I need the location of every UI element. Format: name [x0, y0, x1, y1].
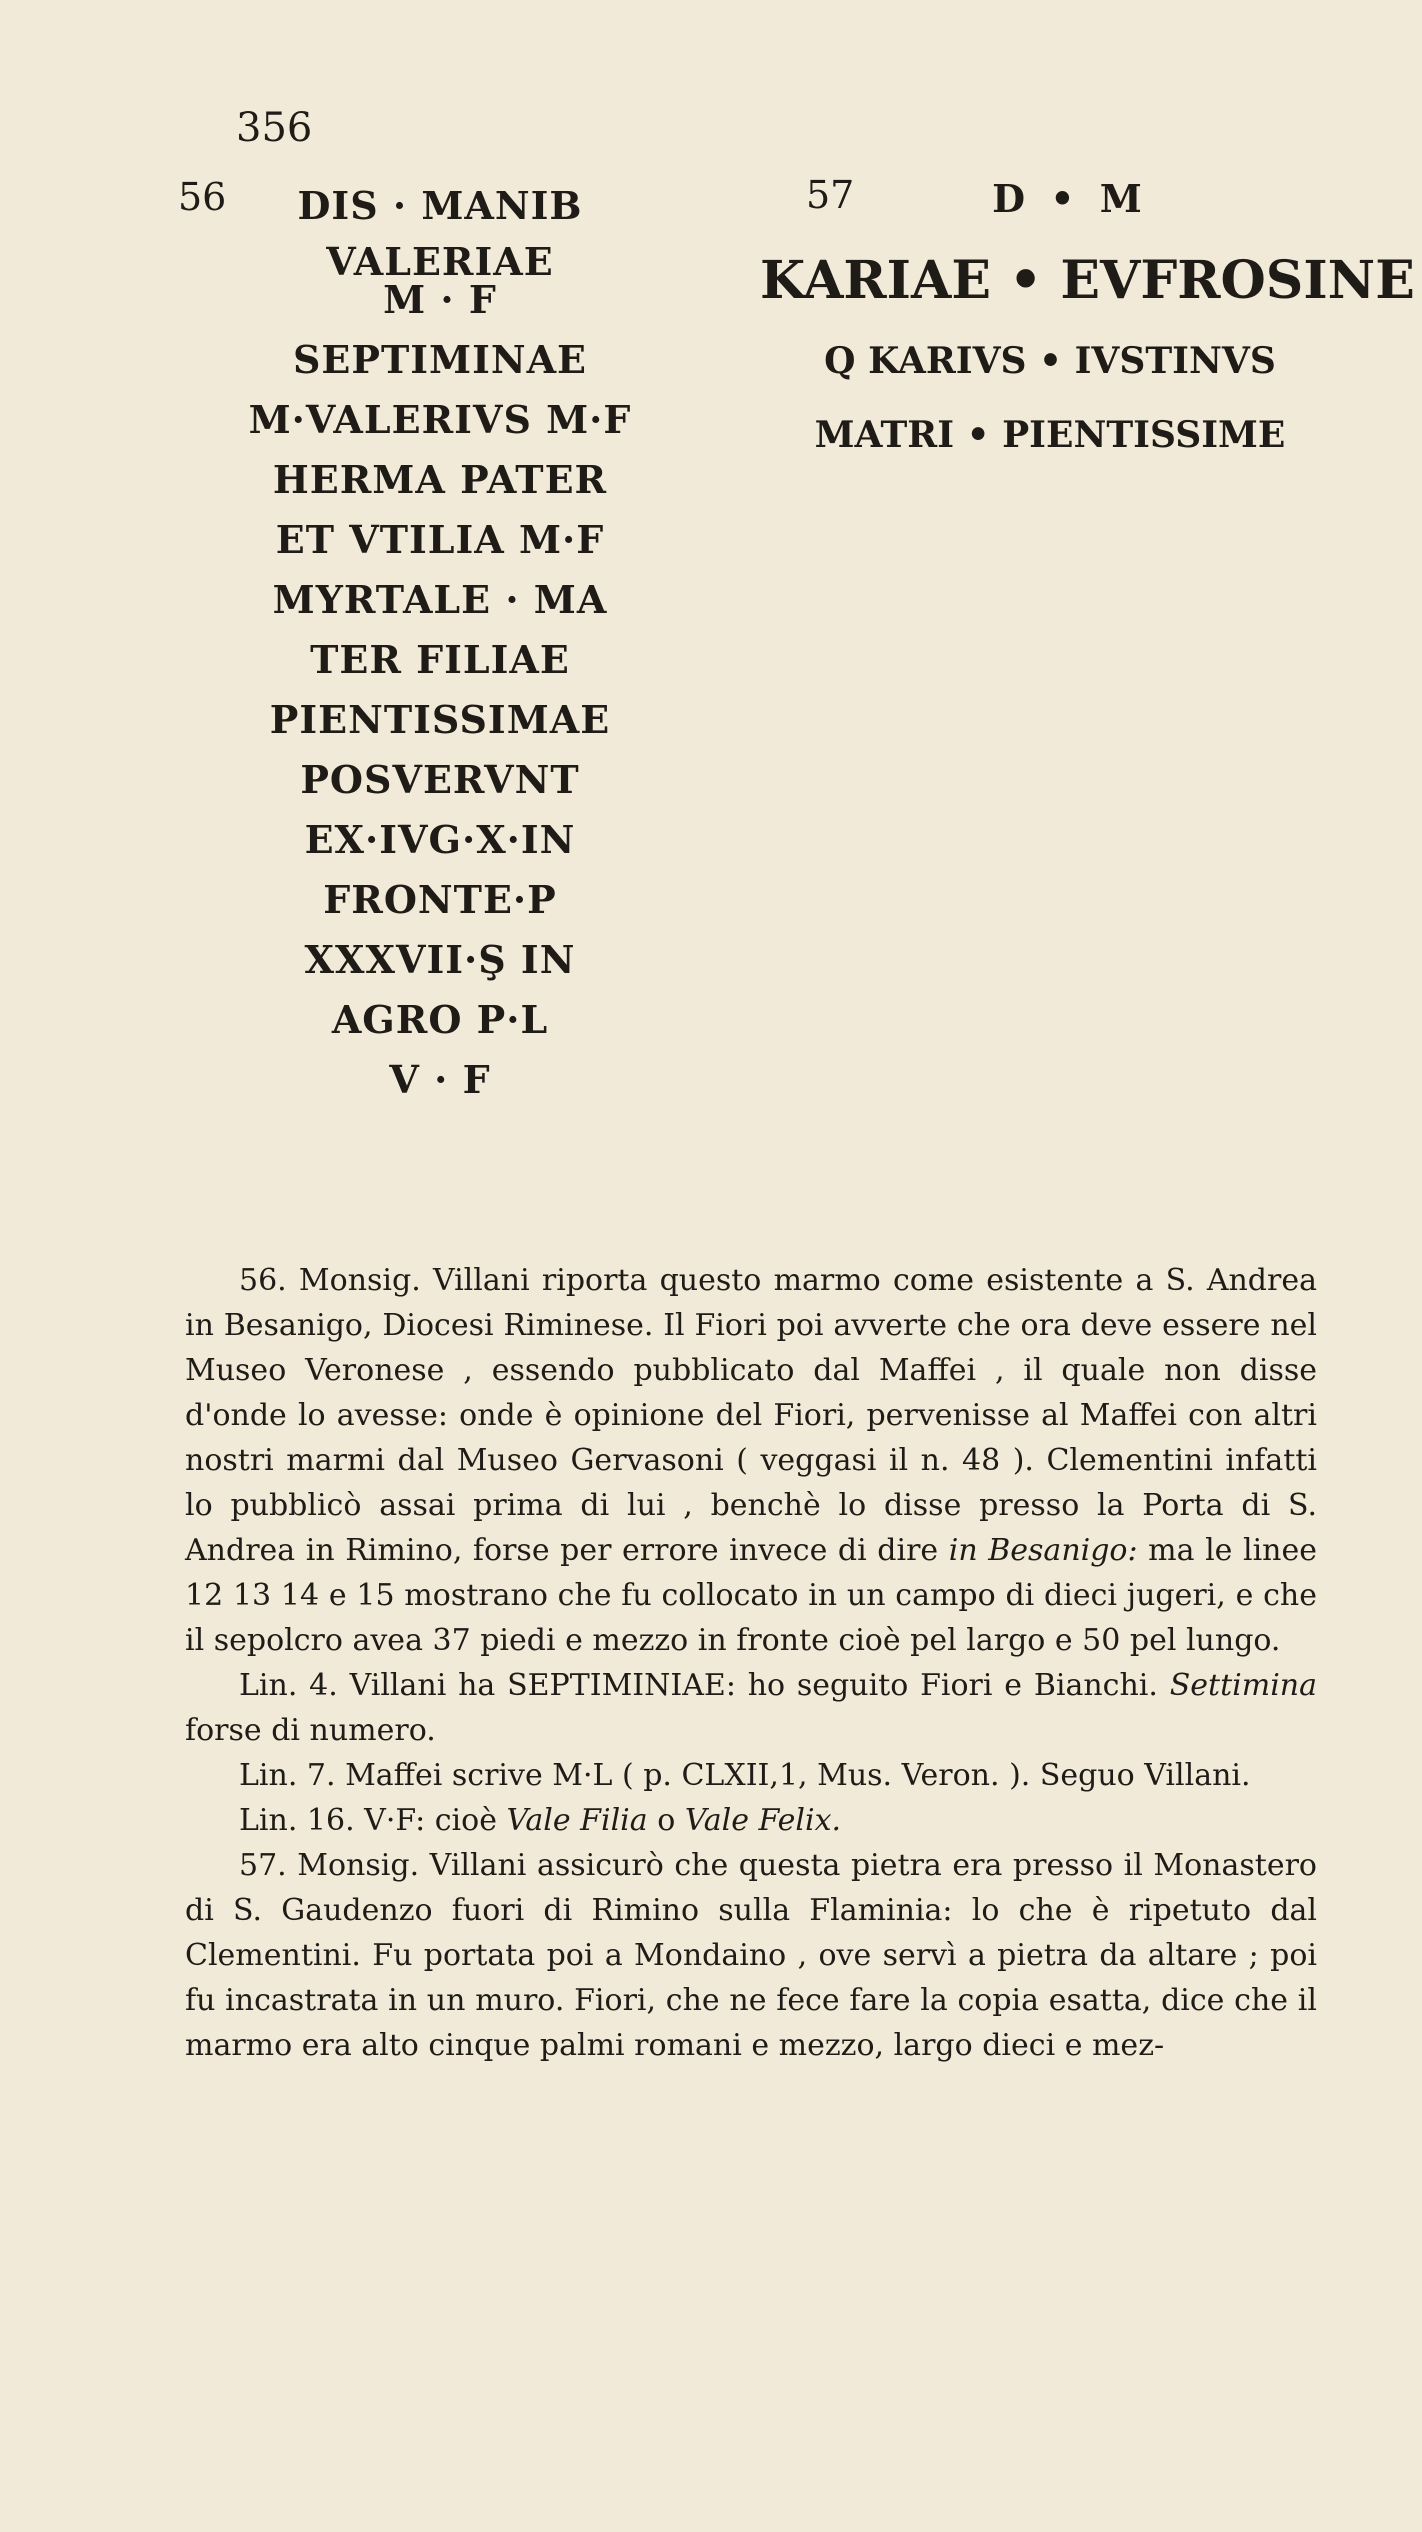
commentary-text: forse di numero. [185, 1713, 436, 1748]
inscription-56-line: HERMA PATER [272, 457, 608, 502]
commentary-text: 56. Monsig. Villani riporta questo marmo come esistente a S. Andrea in Besanigo, Diocesi Riminese. Il Fiori poi avverte che ora deve essere nel Museo Veronese , essendo pubblicato dal Maffei , il quale non disse d'onde lo avesse: onde è opinione del Fiori, pervenisse al Maffei con altri nostri marmi dal Museo Gervasoni ( veggasi il n. 48 ). Clementini infatti lo pubblicò assai prima di lui , benchè lo disse presso la Porta di S. Andrea in Rimino, forse per errore invece di dire [185, 1263, 1317, 1568]
commentary-paragraph-56 [185, 1258, 1317, 1663]
inscription-56-line: EX·IVG·X·IN [304, 817, 576, 862]
inscription-56-line: V · F [389, 1057, 491, 1102]
inscription-56-line: ET VTILIA M·F [275, 517, 605, 562]
inscription-56-line: PIENTISSIMAE [269, 697, 611, 742]
inscription-56-line: POSVERVNT [300, 757, 580, 802]
commentary-note-lin-16 [185, 1798, 1317, 1843]
inscription-56-line: FRONTE·P [323, 877, 557, 922]
commentary-text: Lin. 4. Villani ha SEPTIMINIAE: ho seguito Fiori e Bianchi. [239, 1668, 1170, 1703]
commentary-text: o [647, 1803, 685, 1838]
inscription-57-line: D • M [992, 176, 1148, 221]
inscription-56-line: DIS · MANIB [297, 183, 583, 228]
inscription-57-line: MATRI • PIENTISSIME [814, 414, 1286, 456]
commentary-italic: Settimina [1169, 1668, 1317, 1703]
inscription-56-line: M·VALERIVS M·F [248, 397, 632, 442]
commentary-italic: in Besanigo: [948, 1533, 1138, 1568]
inscription-56-line: MYRTALE · MA [272, 577, 608, 622]
commentary-italic: Vale Filia [506, 1803, 648, 1838]
inscription-57-line: Q KARIVS • IVSTINVS [824, 340, 1276, 382]
inscription-56-line: SEPTIMINAE [292, 337, 588, 382]
commentary-note-lin-4 [185, 1663, 1317, 1753]
inscription-56-line: XXXVII·Ş IN [304, 937, 576, 982]
commentary-italic: Vale Felix. [684, 1803, 842, 1838]
inscription-56-line: AGRO P·L [331, 997, 549, 1042]
page-number: 356 [236, 105, 313, 151]
inscription-56 [240, 176, 640, 1110]
commentary [185, 1258, 1317, 2068]
commentary-text: ma le linee 12 13 14 e 15 mostrano che fu collocato in un campo di dieci jugeri, e che il sepolcro avea 37 piedi e mezzo in fronte cioè pel largo e 50 pel lungo. [185, 1533, 1318, 1658]
inscription-56-number: 56 [178, 175, 227, 219]
inscription-56-line: VALERIAE [326, 239, 554, 284]
commentary-paragraph-57: 57. Monsig. Villani assicurò che questa pietra era presso il Monastero di S. Gaudenzo fuori di Rimino sulla Flaminia: lo che è ripetuto dal Clementini. Fu portata poi a Mondaino , ove servì a pietra da altare ; poi fu incastrata in un muro. Fiori, che ne fece fare la copia esatta, dice che il marmo era alto cinque palmi romani e mezzo, largo dieci e mez- [185, 1848, 1317, 2063]
inscription-57 [760, 173, 1415, 462]
commentary-text: Lin. 16. V·F: cioè [239, 1803, 507, 1838]
commentary-note-lin-7: Lin. 7. Maffei scrive M·L ( p. CLXII,1, Mus. Veron. ). Seguo Villani. [239, 1758, 1251, 1793]
inscription-56-line: M · F [383, 277, 497, 322]
inscription-57-number: 57 [806, 173, 855, 217]
inscription-56-line: TER FILIAE [310, 637, 570, 682]
inscription-57-line: KARIAE • EVFROSINE [760, 250, 1415, 311]
